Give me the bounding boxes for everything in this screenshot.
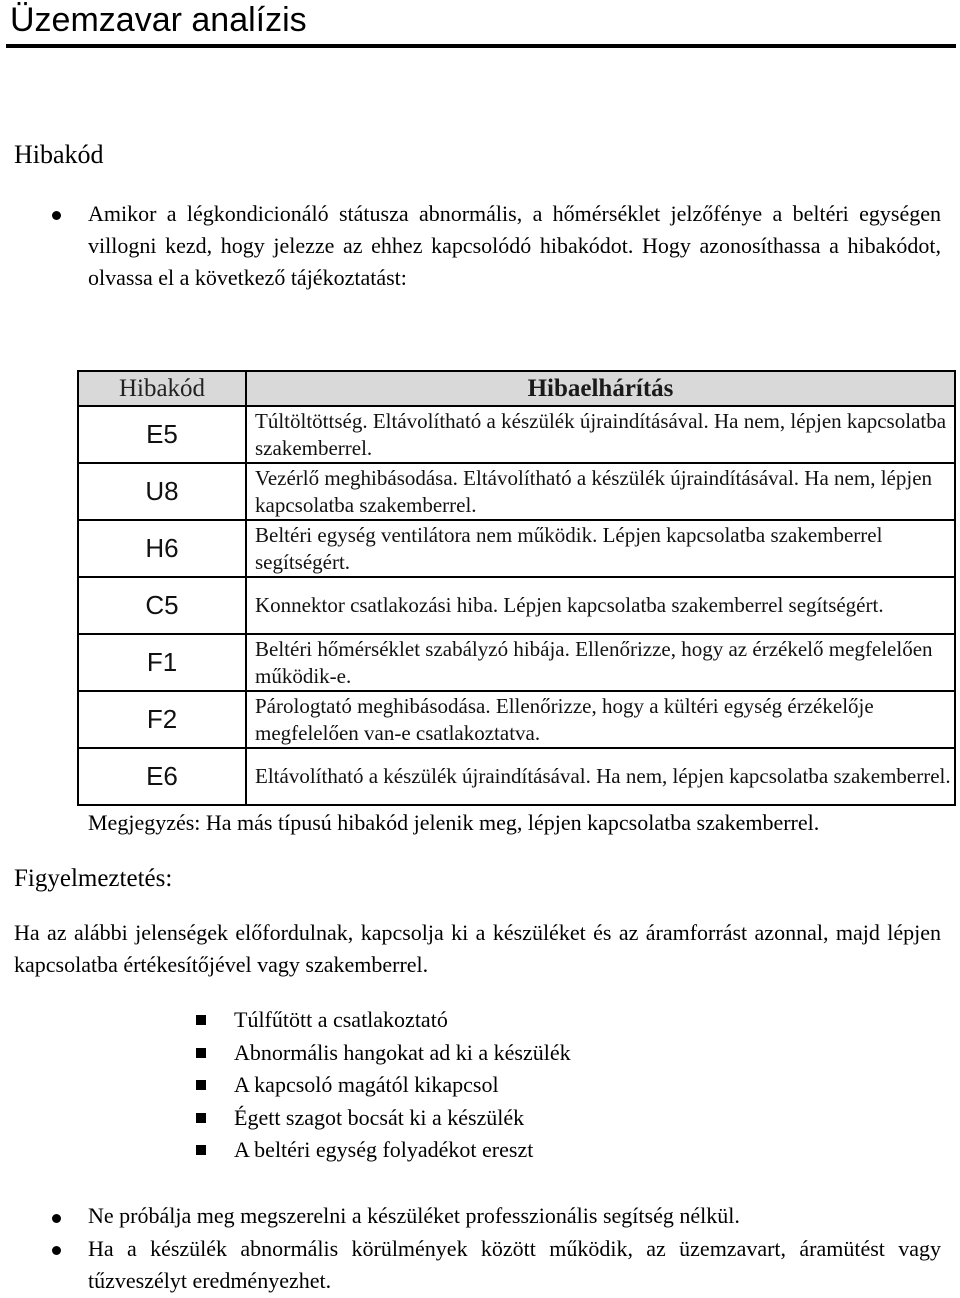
error-code-cell: F2 (78, 691, 246, 748)
table-note: Megjegyzés: Ha más típusú hibakód jelenik meg, lépjen kapcsolatba szakemberrel. (88, 810, 820, 835)
square-bullet-icon (196, 1048, 206, 1058)
warning-heading: Figyelmeztetés: (14, 865, 173, 892)
fix-cell: Beltéri hőmérséklet szabályzó hibája. Ellenőrizze, hogy az érzékelő megfelelően működik-e. (246, 634, 955, 691)
table-row (78, 577, 955, 634)
fix-cell: Beltéri egység ventilátora nem működik. Lépjen kapcsolatba szakemberrel segítségért. (246, 520, 955, 577)
list-item-text: A kapcsoló magától kikapcsol (234, 1072, 499, 1097)
error-code-cell: F1 (78, 634, 246, 691)
table-row (78, 406, 955, 463)
square-bullet-icon (196, 1015, 206, 1025)
square-bullet-icon (196, 1080, 206, 1090)
list-item-text: Abnormális hangokat ad ki a készülék (234, 1039, 571, 1065)
error-code-cell: H6 (78, 520, 246, 577)
list-item-text: A beltéri egység folyadékot ereszt (234, 1137, 534, 1162)
table-row (78, 691, 955, 748)
fix-cell: Vezérlő meghibásodása. Eltávolítható a készülék újraindításával. Ha nem, lépjen kapcsolatba szakemberrel. (246, 463, 955, 520)
bullet-icon (52, 1246, 61, 1255)
column-header-fix: Hibaelhárítás (246, 371, 955, 406)
fix-cell: Túltöltöttség. Eltávolítható a készülék újraindításával. Ha nem, lépjen kapcsolatba szakemberrel. (246, 406, 955, 463)
table-row (78, 520, 955, 577)
warning-note-repair: Ne próbálja meg megszerelni a készüléket professzionális segítség nélkül. (88, 1203, 740, 1228)
column-header-code: Hibakód (78, 371, 246, 406)
title-divider (6, 44, 956, 48)
section-heading-error-code: Hibakód (14, 140, 104, 169)
list-item-text: Túlfűtött a csatlakoztató (234, 1007, 448, 1032)
error-code-cell: C5 (78, 577, 246, 634)
square-bullet-icon (196, 1113, 206, 1123)
bullet-icon (52, 211, 61, 220)
square-bullet-icon (196, 1145, 206, 1155)
table-row (78, 634, 955, 691)
table-row (78, 463, 955, 520)
warning-note-hazard: Ha a készülék abnormális körülmények között működik, az üzemzavart, áramütést vagy tűzveszélyt eredményezhet. (88, 1236, 941, 1293)
page-title: Üzemzavar analízis (10, 1, 307, 39)
bullet-icon (52, 1214, 61, 1223)
warning-paragraph: Ha az alábbi jelenségek előfordulnak, kapcsolja ki a készüléket és az áramforrást azonnal, majd lépjen kapcsolatba értékesítőjével vagy szakemberrel. (14, 920, 941, 977)
list-item-text: Égett szagot bocsát ki a készülék (234, 1104, 525, 1130)
fix-cell: Eltávolítható a készülék újraindításával. Ha nem, lépjen kapcsolatba szakemberrel. (246, 748, 955, 805)
fix-cell: Párologtató meghibásodása. Ellenőrizze, hogy a kültéri egység érzékelője megfelelően van-e csatlakoztatva. (246, 691, 955, 748)
error-code-cell: E5 (78, 406, 246, 463)
error-code-table (77, 370, 956, 806)
error-code-cell: U8 (78, 463, 246, 520)
intro-paragraph: Amikor a légkondicionáló státusza abnormális, a hőmérséklet jelzőfénye a beltéri egységen villogni kezd, hogy jelezze az ehhez kapcsolódó hibakódot. Hogy azonosíthassa a hibakódot, olvassa el a következő tájékoztatást: (88, 201, 941, 290)
table-row (78, 748, 955, 805)
table-header-row (78, 371, 955, 406)
error-code-cell: E6 (78, 748, 246, 805)
fix-cell: Konnektor csatlakozási hiba. Lépjen kapcsolatba szakemberrel segítségért. (246, 577, 955, 634)
